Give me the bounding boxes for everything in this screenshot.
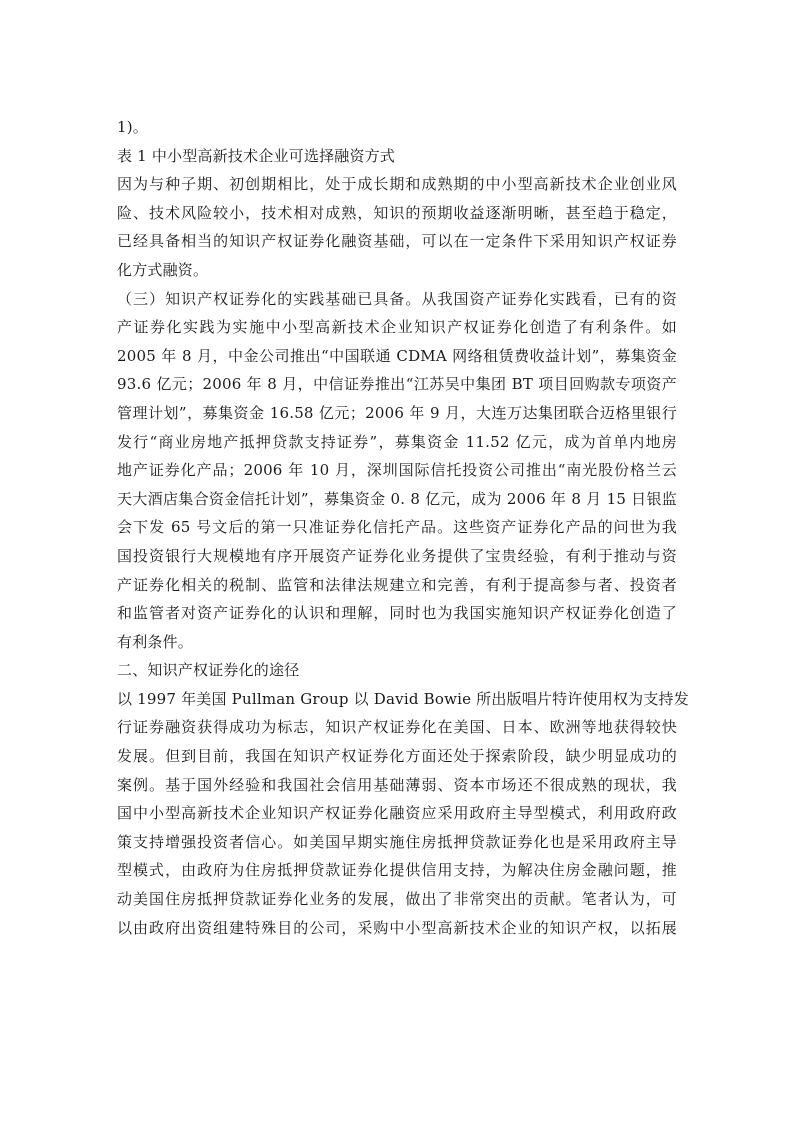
paragraph-2-line: 管理计划”，募集资金 16.58 亿元；2006 年 9 月，大连万达集团联合迈格里银行: [117, 403, 677, 422]
paragraph-2-line: 产证券化实践为实施中小型高新技术企业知识产权证券化创造了有利条件。如: [117, 318, 677, 337]
paragraph-2-line: 会下发 65 号文后的第一只准证券化信托产品。这些资产证券化产品的问世为我: [117, 518, 677, 537]
document-page: [117, 113, 689, 942]
paragraph-2-line: 有利条件。: [117, 632, 194, 651]
paragraph-3-line: 动美国住房抵押贷款证券化业务的发展，做出了非常突出的贡献。笔者认为，可: [117, 890, 677, 909]
paragraph-1-line: 已经具备相当的知识产权证券化融资基础，可以在一定条件下采用知识产权证券: [117, 232, 677, 251]
paragraph-3-line: 型模式，由政府为住房抵押贷款证券化提供信用支持，为解决住房金融问题，推: [117, 861, 677, 880]
paragraph-1-line: 因为与种子期、初创期相比，处于成长期和成熟期的中小型高新技术企业创业风: [117, 175, 677, 194]
paragraph-3-line: 案例。基于国外经验和我国社会信用基础薄弱、资本市场还不很成熟的现状，我: [117, 775, 677, 794]
paragraph-2-line: 和监管者对资产证券化的认识和理解，同时也为我国实施知识产权证券化创造了: [117, 604, 677, 623]
paragraph-2-line: 国投资银行大规模地有序开展资产证券化业务提供了宝贵经验，有利于推动与资: [117, 546, 677, 565]
paragraph-2-line: 93.6 亿元；2006 年 8 月，中信证券推出“江苏吴中集团 BT 项目回购款专项资产: [117, 375, 677, 394]
paragraph-3-line: 策支持增强投资者信心。如美国早期实施住房抵押贷款证券化也是采用政府主导: [117, 832, 677, 851]
paragraph-2-line: （三）知识产权证券化的实践基础已具备。从我国资产证券化实践看，已有的资: [117, 289, 677, 308]
paragraph-3-line: 行证券融资获得成功为标志，知识产权证券化在美国、日本、欧洲等地获得较快: [117, 718, 677, 737]
paragraph-1-line: 险、技术风险较小，技术相对成熟，知识的预期收益逐渐明晰，甚至趋于稳定，: [117, 203, 677, 222]
table-caption: 表 1 中小型高新技术企业可选择融资方式: [117, 146, 396, 165]
section-heading: 二、知识产权证券化的途径: [117, 661, 300, 680]
paragraph-2-line: 发行“商业房地产抵押贷款支持证券”，募集资金 11.52 亿元，成为首单内地房: [117, 432, 677, 451]
paragraph-tail-line: 1)。: [117, 118, 148, 136]
paragraph-2-line: 地产证券化产品；2006 年 10 月，深圳国际信托投资公司推出“南光股份格兰云: [117, 461, 677, 480]
paragraph-3-line: 发展。但到目前，我国在知识产权证券化方面还处于探索阶段，缺少明显成功的: [117, 747, 677, 766]
paragraph-2-line: 2005 年 8 月，中金公司推出“中国联通 CDMA 网络租赁费收益计划”，募集资金: [117, 346, 677, 365]
paragraph-3-line: 国中小型高新技术企业知识产权证券化融资应采用政府主导型模式，利用政府政: [117, 804, 677, 823]
paragraph-2-line: 天大酒店集合资金信托计划”，募集资金 0. 8 亿元，成为 2006 年 8 月 15 日银监: [117, 489, 677, 508]
paragraph-3-line: 以 1997 年美国 Pullman Group 以 David Bowie 所出版唱片特许使用权为支持发: [117, 689, 689, 708]
paragraph-2-line: 产证券化相关的税制、监管和法律法规建立和完善，有利于提高参与者、投资者: [117, 575, 677, 594]
paragraph-3-line: 以由政府出资组建特殊目的公司，采购中小型高新技术企业的知识产权，以拓展: [117, 918, 677, 937]
paragraph-1-line: 化方式融资。: [117, 260, 209, 279]
